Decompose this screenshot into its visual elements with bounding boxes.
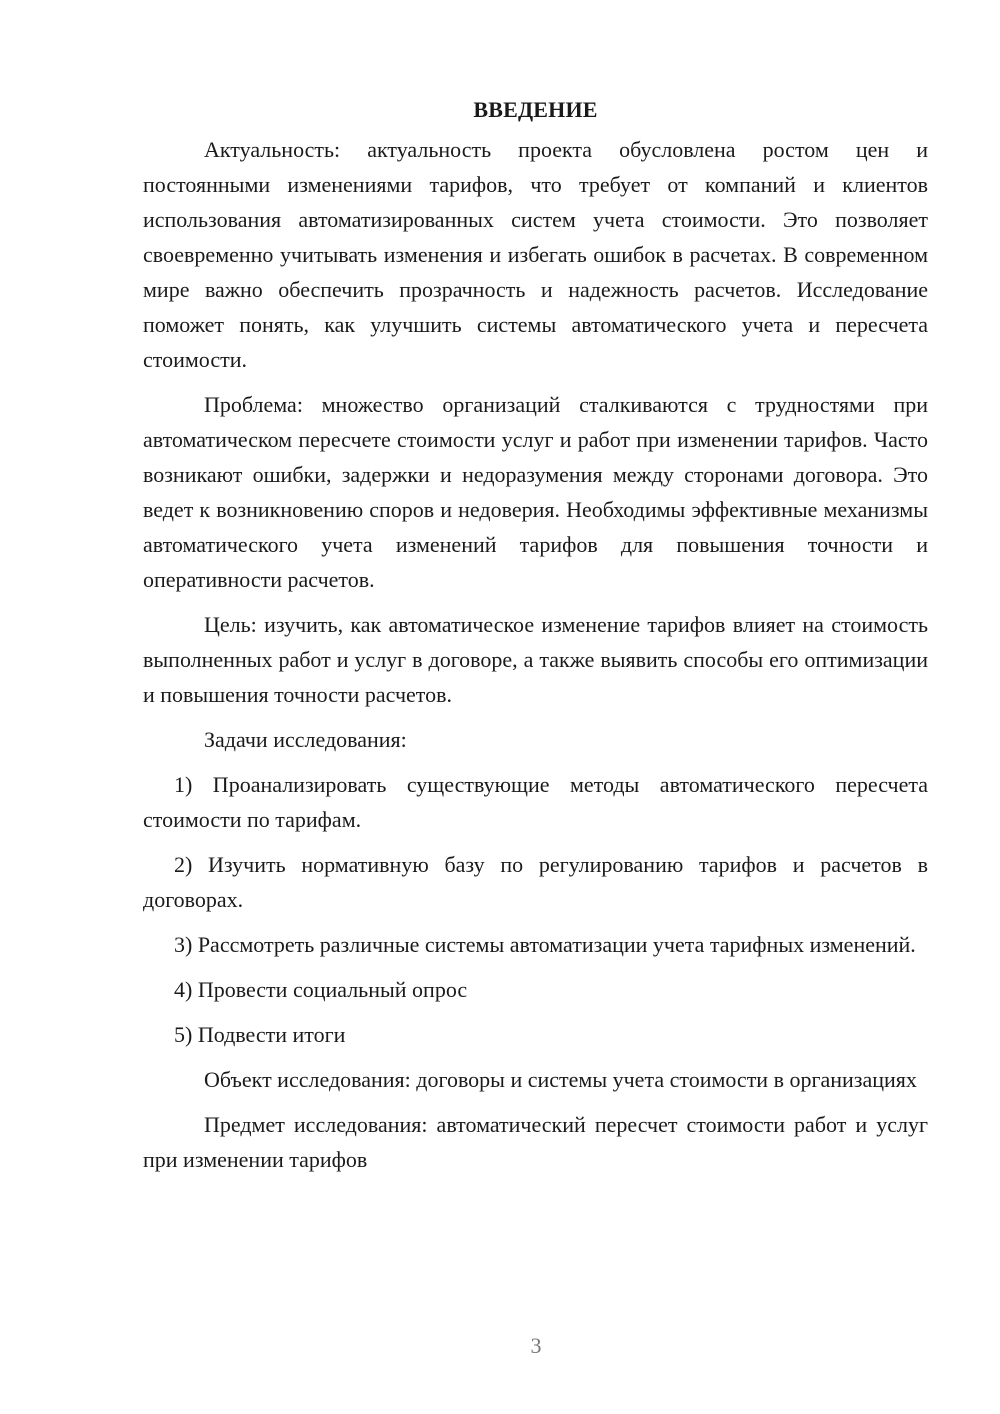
page-title: ВВЕДЕНИЕ (473, 97, 598, 122)
task-item: 4) Провести социальный опрос (174, 977, 468, 1002)
object-paragraph: Объект исследования: договоры и системы учета стоимости в организациях (204, 1067, 917, 1092)
task-item: 3) Рассмотреть различные системы автоматизации учета тарифных изменений. (174, 932, 916, 957)
relevance-paragraph: Актуальность: актуальность проекта обусловлена ростом цен и постоянными изменениями тарифов, что требует от компаний и клиентов использования автоматизированных систем учета стоимости. Это позволяет своевременно учитывать изменения и избегать ошибок в расчетах. В современном мире важно обеспечить прозрачность и надежность расчетов. Исследование поможет понять, как улучшить системы автоматического учета и пересчета стоимости. (143, 137, 928, 372)
page-number: 3 (530, 1333, 542, 1358)
task-item: 2) Изучить нормативную базу по регулированию тарифов и расчетов в договорах. (143, 852, 928, 912)
tasks-heading: Задачи исследования: (204, 727, 407, 752)
goal-paragraph: Цель: изучить, как автоматическое изменение тарифов влияет на стоимость выполненных работ и услуг в договоре, а также выявить способы его оптимизации и повышения точности расчетов. (143, 612, 928, 707)
task-item: 5) Подвести итоги (174, 1022, 346, 1047)
document-body (143, 90, 928, 1177)
task-item: 1) Проанализировать существующие методы автоматического пересчета стоимости по тарифам. (143, 772, 928, 832)
problem-paragraph: Проблема: множество организаций сталкиваются с трудностями при автоматическом пересчете стоимости услуг и работ при изменении тарифов. Часто возникают ошибки, задержки и недоразумения между сторонами договора. Это ведет к возникновению споров и недоверия. Необходимы эффективные механизмы автоматического учета изменений тарифов для повышения точности и оперативности расчетов. (143, 392, 928, 592)
subject-paragraph: Предмет исследования: автоматический пересчет стоимости работ и услуг при изменении тарифов (143, 1112, 928, 1172)
